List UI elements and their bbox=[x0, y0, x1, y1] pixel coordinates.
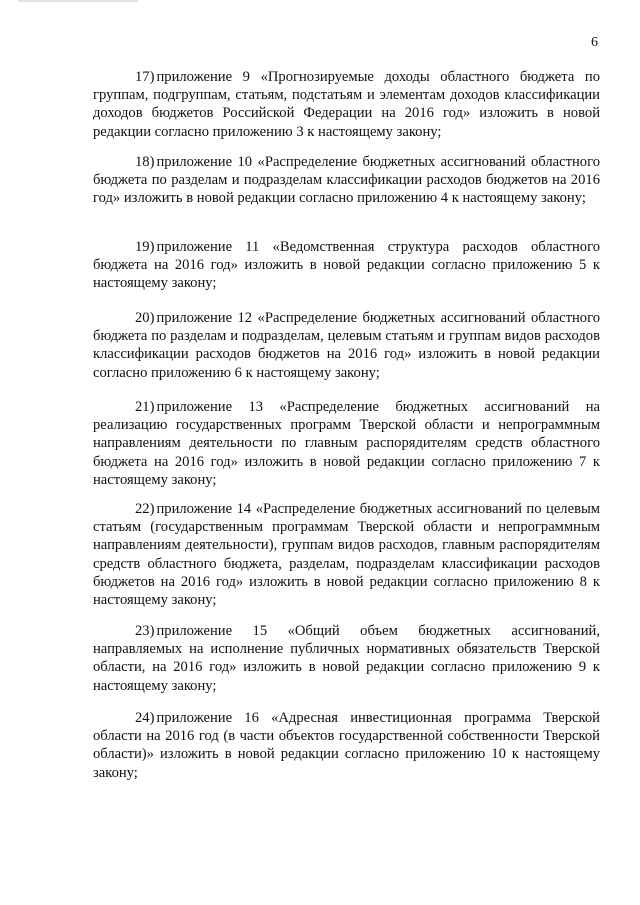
list-item-19 bbox=[93, 238, 600, 293]
item-number: 19) bbox=[135, 239, 155, 255]
item-text: приложение 9 «Прогнозируемые доходы областного бюджета по группам, подгруппам, статьям, подстатьям и элементам доходов классификации доходов бюджетов Российской Федерации на 2016 год» изложить в новой редакции согласно приложению 3 к настоящему закону; bbox=[93, 69, 600, 140]
item-text: приложение 11 «Ведомственная структура расходов областного бюджета на 2016 год» изложить в новой редакции согласно приложению 5 к настоящему закону; bbox=[93, 239, 600, 292]
item-number: 22) bbox=[135, 501, 155, 517]
list-item-23 bbox=[93, 622, 600, 695]
list-item-18 bbox=[93, 153, 600, 208]
item-number: 23) bbox=[135, 623, 155, 639]
list-item-17 bbox=[93, 68, 600, 141]
scan-artifact bbox=[18, 0, 138, 2]
item-number: 17) bbox=[135, 69, 155, 85]
item-text: приложение 10 «Распределение бюджетных ассигнований областного бюджета по разделам и подразделам классификации расходов бюджетов на 2016 год» изложить в новой редакции согласно приложению 4 к настоящему закону; bbox=[93, 154, 600, 207]
item-text: приложение 12 «Распределение бюджетных ассигнований областного бюджета по разделам и подразделам, целевым статьям и группам видов расходов классификации расходов бюджетов на 2016 год» изложить в новой редакции согласно приложению 6 к настоящему закону; bbox=[93, 310, 600, 381]
item-number: 24) bbox=[135, 710, 155, 726]
list-item-21 bbox=[93, 398, 600, 489]
list-item-24 bbox=[93, 709, 600, 782]
item-number: 21) bbox=[135, 399, 155, 415]
item-text: приложение 13 «Распределение бюджетных ассигнований на реализацию государственных программ Тверской области и непрограммным направлениям деятельности по главным распорядителям средств областного бюджета на 2016 год» изложить в новой редакции согласно приложению 7 к настоящему закону; bbox=[93, 399, 600, 488]
item-number: 20) bbox=[135, 310, 155, 326]
item-text: приложение 15 «Общий объем бюджетных ассигнований, направляемых на исполнение публичных нормативных обязательств Тверской области, на 2016 год» изложить в новой редакции согласно приложению 9 к настоящему закону; bbox=[93, 623, 600, 694]
list-item-20 bbox=[93, 309, 600, 382]
page-number: 6 bbox=[591, 35, 598, 50]
list-item-22 bbox=[93, 500, 600, 609]
item-text: приложение 14 «Распределение бюджетных ассигнований по целевым статьям (государственным программам Тверской области и непрограммным направлениям деятельности), группам видов расходов, главным распорядителям средств областного бюджета, разделам, подразделам классификации расходов бюджетов на 2016 год» изложить в новой редакции согласно приложению 8 к настоящему закону; bbox=[93, 501, 600, 609]
item-number: 18) bbox=[135, 154, 155, 170]
item-text: приложение 16 «Адресная инвестиционная программа Тверской области на 2016 год (в части объектов государственной собственности Тверской области)» изложить в новой редакции согласно приложению 10 к настоящему закону; bbox=[93, 710, 600, 781]
